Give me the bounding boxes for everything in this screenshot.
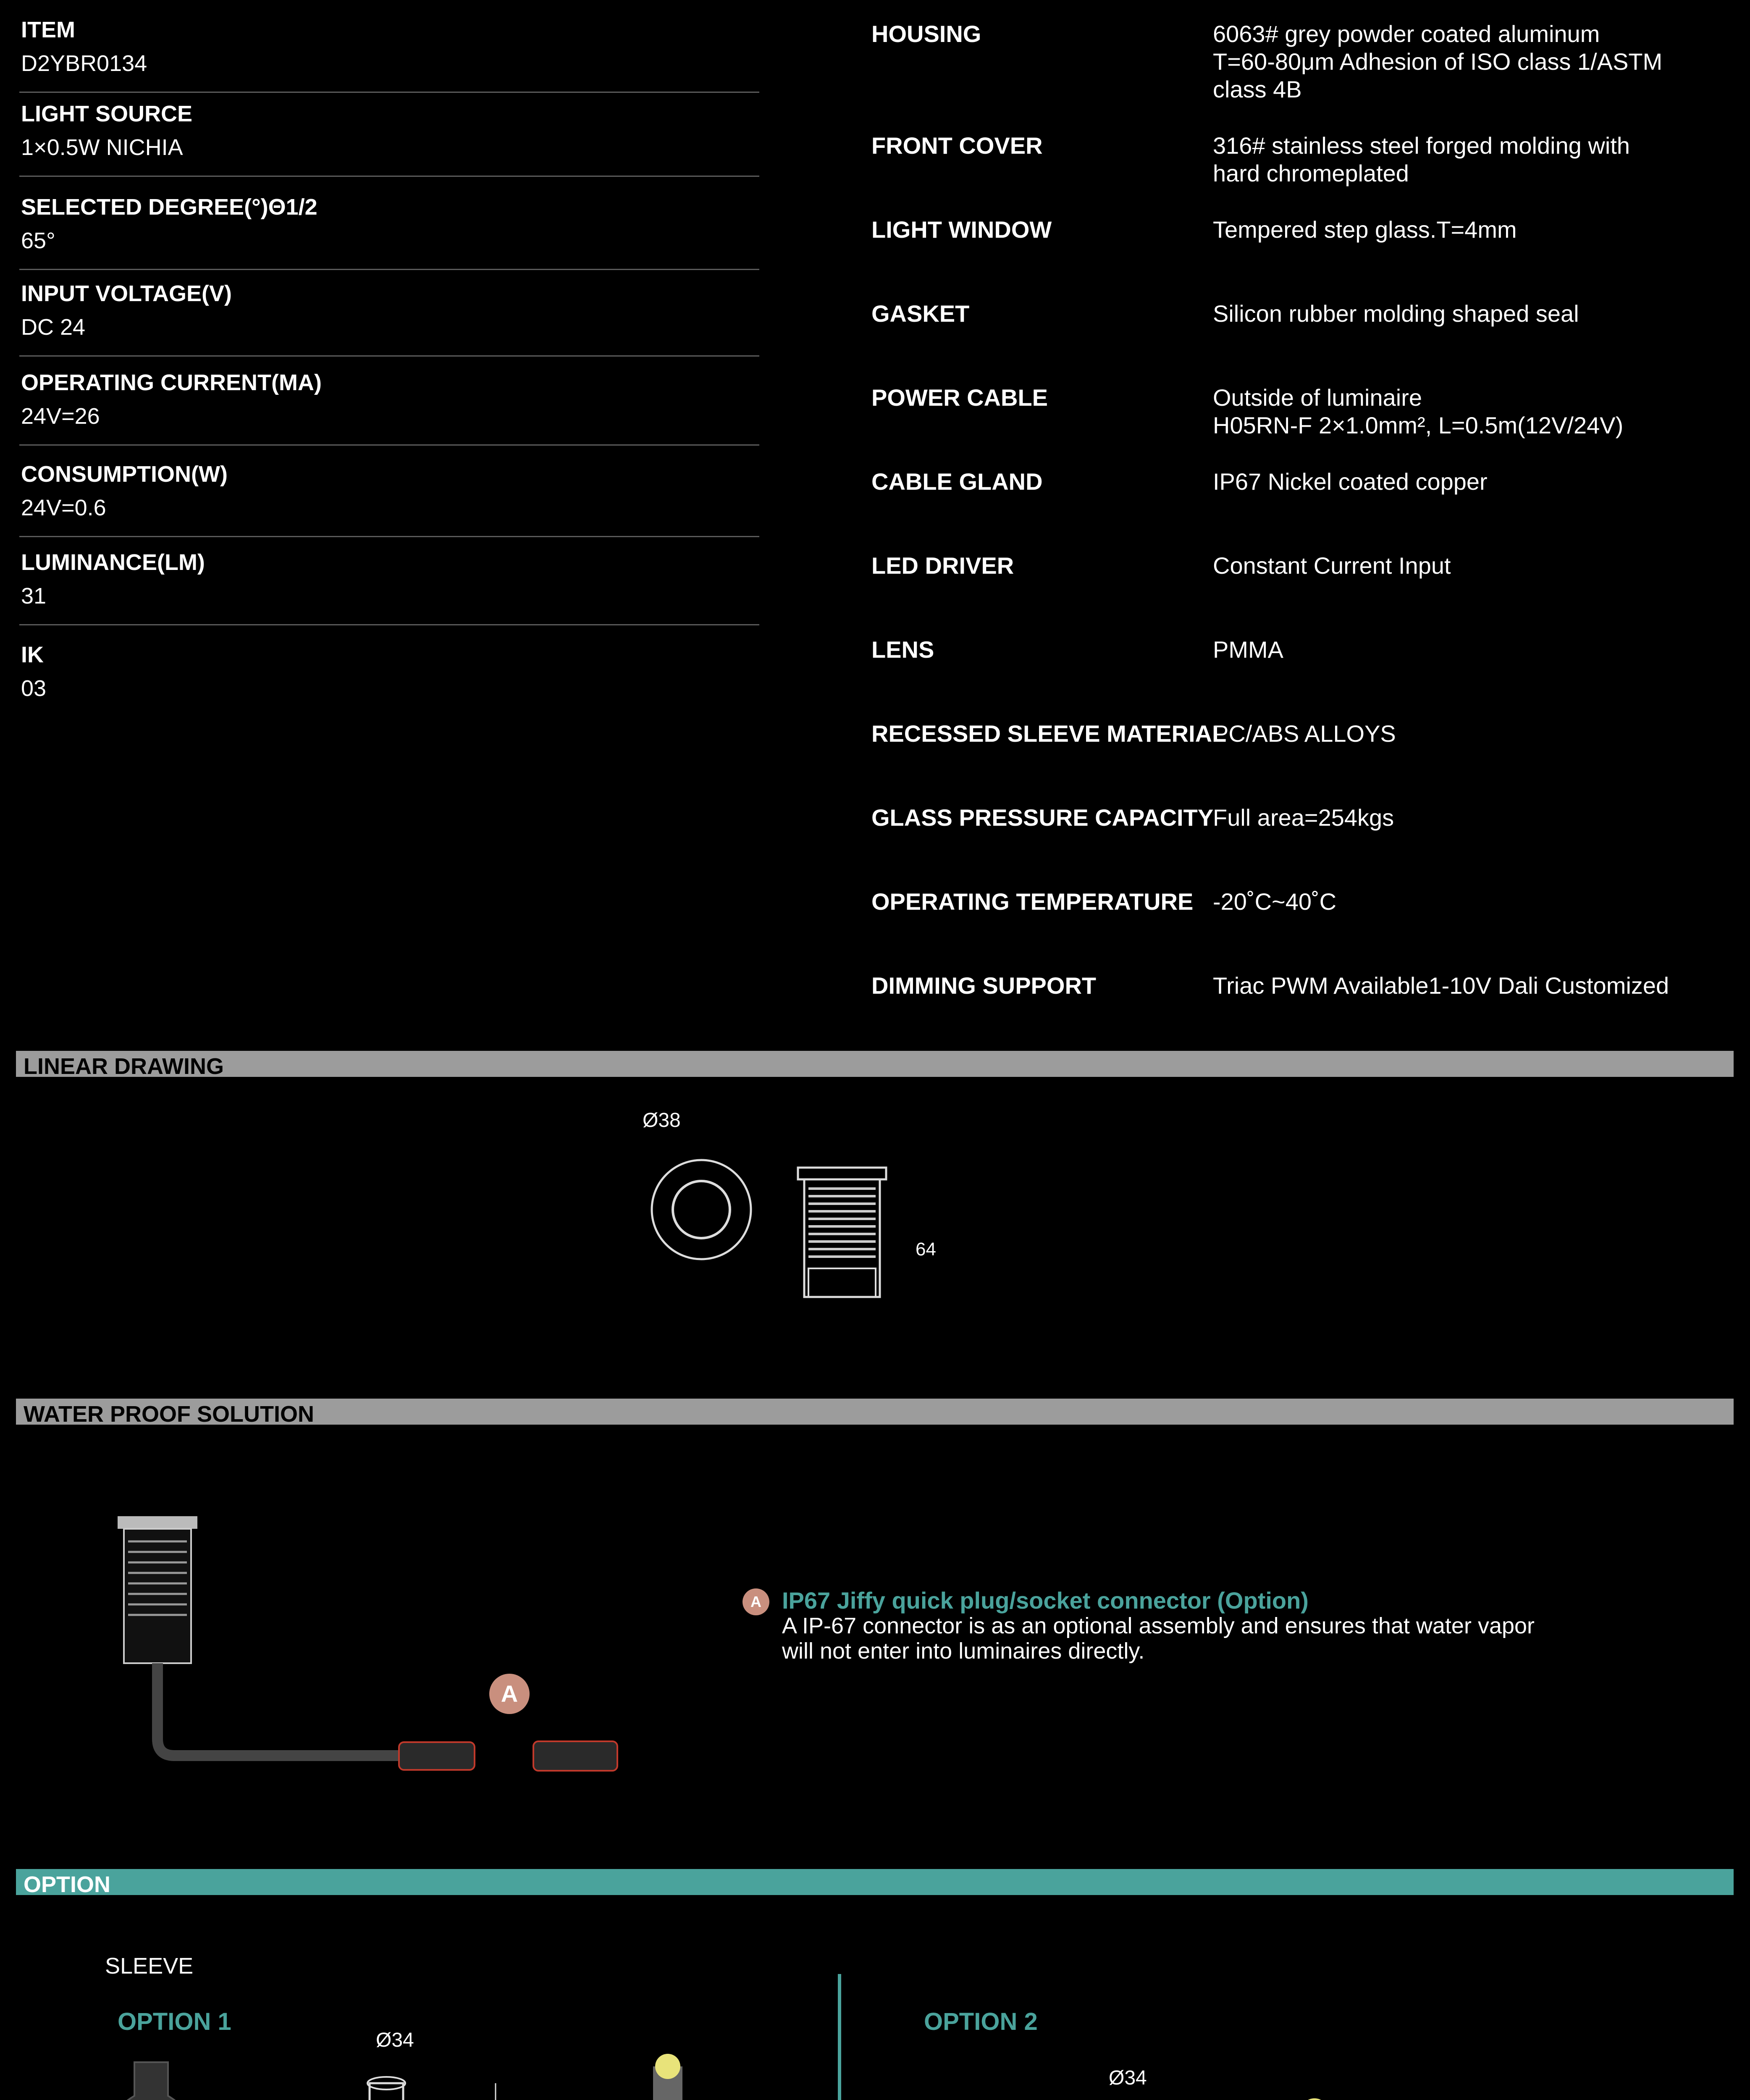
spec-label: GASKET: [871, 300, 970, 327]
option1-illustration: [76, 2050, 811, 2100]
spec-label: HOUSING: [871, 21, 981, 47]
spec-label: LED DRIVER: [871, 552, 1014, 579]
spec-label: CONSUMPTION(W): [21, 462, 228, 487]
spec-label: LIGHT SOURCE: [21, 101, 193, 126]
spec-value: 31: [21, 583, 47, 609]
sleeve-label: SLEEVE: [105, 1953, 194, 1979]
spec-divider: [19, 536, 759, 537]
option1-diameter: Ø34: [376, 2029, 414, 2051]
spec-value: 1×0.5W NICHIA: [21, 135, 183, 160]
spec-divider: [19, 444, 759, 446]
spec-label: INPUT VOLTAGE(V): [21, 281, 232, 306]
connector-title: IP67 Jiffy quick plug/socket connector (Option): [782, 1587, 1309, 1614]
spec-label: FRONT COVER: [871, 132, 1043, 159]
spec-value: Triac PWM Available1-10V Dali Customized: [1213, 972, 1669, 999]
spec-label: POWER CABLE: [871, 384, 1048, 411]
option2-illustration: [924, 2096, 1659, 2100]
linear-diameter-label: Ø38: [643, 1109, 681, 1131]
spec-value: 316# stainless steel forged molding with hard chromeplated: [1213, 132, 1630, 186]
linear-drawing: [647, 1142, 991, 1336]
spec-value: 24V=0.6: [21, 495, 106, 520]
spec-label: LENS: [871, 636, 934, 663]
spec-label: ITEM: [21, 17, 75, 42]
spec-label: RECESSED SLEEVE MATERIAL: [871, 720, 1227, 747]
option2-diameter: Ø34: [1109, 2067, 1147, 2089]
spec-label: DIMMING SUPPORT: [871, 972, 1097, 999]
linear-drawing-header: [16, 1051, 1734, 1077]
spec-label: LIGHT WINDOW: [871, 216, 1052, 243]
spec-label: GLASS PRESSURE CAPACITY: [871, 804, 1214, 831]
section-title: LINEAR DRAWING: [24, 1054, 224, 1079]
section-title: WATER PROOF SOLUTION: [24, 1402, 314, 1427]
spec-value: DC 24: [21, 315, 86, 340]
spec-divider: [19, 176, 759, 177]
connector-desc-1: A IP-67 connector is as an optional assembly and ensures that water vapor: [782, 1613, 1535, 1638]
connector-badge-small: A: [743, 1588, 769, 1615]
spec-divider: [19, 92, 759, 93]
waterproof-illustration: [105, 1512, 693, 1798]
linear-height-label: 64: [916, 1239, 936, 1260]
option-divider: [838, 1974, 841, 2100]
spec-value: IP67 Nickel coated copper: [1213, 468, 1488, 495]
spec-value: Full area=254kgs: [1213, 804, 1394, 831]
spec-label: IK: [21, 642, 44, 667]
spec-value: 6063# grey powder coated aluminum T=60-80μm Adhesion of ISO class 1/ASTM class 4B: [1213, 21, 1663, 102]
option-header: [16, 1869, 1734, 1895]
spec-divider: [19, 269, 759, 270]
spec-label: CABLE GLAND: [871, 468, 1043, 495]
spec-value: D2YBR0134: [21, 51, 147, 76]
spec-divider: [19, 624, 759, 625]
connector-desc-2: will not enter into luminaires directly.: [782, 1638, 1145, 1664]
spec-label: OPERATING CURRENT(MA): [21, 370, 322, 395]
spec-value: Silicon rubber molding shaped seal: [1213, 300, 1579, 327]
spec-value: Tempered step glass.T=4mm: [1213, 216, 1517, 243]
spec-label: SELECTED DEGREE(°)Θ1/2: [21, 194, 317, 220]
waterproof-header: [16, 1399, 1734, 1425]
spec-label: OPERATING TEMPERATURE: [871, 888, 1194, 915]
option2-title: OPTION 2: [924, 2008, 1038, 2035]
option1-title: OPTION 1: [118, 2008, 231, 2035]
spec-divider: [19, 355, 759, 357]
spec-value: 24V=26: [21, 404, 100, 429]
spec-value: -20˚C~40˚C: [1213, 888, 1337, 915]
spec-value: 03: [21, 676, 47, 701]
section-title: OPTION: [24, 1872, 111, 1897]
spec-value: PMMA: [1213, 636, 1283, 663]
spec-value: Outside of luminaire H05RN-F 2×1.0mm², L=0.5m(12V/24V): [1213, 384, 1624, 438]
spec-value: 65°: [21, 228, 55, 253]
spec-value: PC/ABS ALLOYS: [1213, 720, 1396, 747]
connector-badge: A: [489, 1674, 530, 1714]
spec-label: LUMINANCE(LM): [21, 550, 205, 575]
spec-value: Constant Current Input: [1213, 552, 1451, 579]
